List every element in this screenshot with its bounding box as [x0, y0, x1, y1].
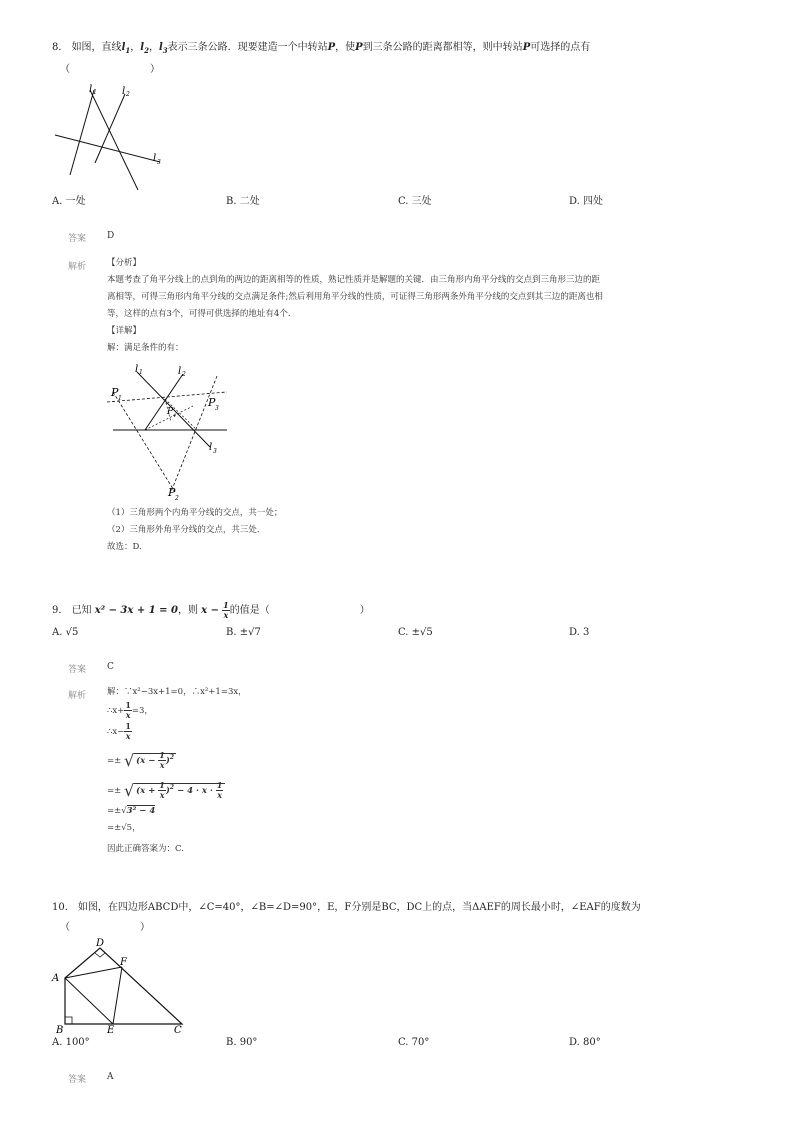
label-p4: P: [167, 407, 174, 417]
line-l1: [137, 372, 210, 447]
q10-answer-label: 答案: [68, 1075, 87, 1085]
label-l3-sub: 3: [213, 448, 217, 455]
label-p2-sub: 2: [175, 495, 179, 502]
q10-option-b[interactable]: B. 90°: [226, 1037, 258, 1048]
q9-analysis-label: 解析: [68, 691, 87, 701]
line-l1b: [90, 90, 138, 190]
label-d: D: [96, 938, 105, 949]
q9-number: 9．: [52, 605, 69, 616]
q8-option-d[interactable]: D. 四处: [569, 196, 604, 207]
q8-solution-figure: [105, 362, 235, 507]
q8-number: 8．: [52, 42, 69, 53]
q8-answer-value: D: [107, 231, 115, 241]
q9-answer-label: 答案: [68, 665, 87, 675]
dashed-p1p2: [113, 392, 175, 492]
q10-number: 10．: [52, 902, 75, 913]
label-p3-sub: 3: [215, 405, 219, 412]
dashed-p3p2: [171, 376, 217, 492]
label-a: A: [52, 973, 60, 984]
q10-stem: 10． 如图，在四边形ABCD中，∠C=40°，∠B=∠D=90°，E，F分别是BC，DC上的点，当ΔAEF的周长最小时，∠EAF的度数为: [52, 902, 641, 913]
segment-af: [65, 967, 122, 978]
label-l3: l: [209, 442, 213, 453]
q10-figure-quadrilateral: [50, 936, 190, 1034]
q8-answer-label: 答案: [68, 234, 87, 244]
line-l2: [145, 374, 183, 430]
q9-option-c[interactable]: C. ±√5: [398, 627, 433, 638]
label-l2: l: [122, 86, 126, 97]
label-p1: P: [111, 386, 119, 399]
q9-fraction: $\frac{1}{x}$: [223, 600, 229, 620]
q8-conditions: （1）三角形两个内角平分线的交点，共一处； （2）三角形外角平分线的交点，共三处． 故选：D.: [107, 508, 283, 552]
label-p1-sub: 1: [118, 395, 122, 402]
label-l1-sub: 1: [93, 89, 97, 96]
label-p3: P: [208, 396, 216, 409]
q8-xiangjie-heading: 【详解】: [107, 326, 142, 336]
label-c: C: [174, 1025, 182, 1034]
q9-option-d[interactable]: D. 3: [569, 627, 590, 638]
q10-option-d[interactable]: D. 80°: [569, 1037, 601, 1048]
q8-fenxi-heading: 【分析】: [107, 258, 142, 268]
q10-option-c[interactable]: C. 70°: [398, 1037, 430, 1048]
label-l1: l: [135, 364, 139, 375]
q9-answer-value: C: [107, 662, 114, 672]
label-l1: l: [89, 84, 93, 95]
right-angle-b: [65, 1017, 72, 1024]
line-l1: [70, 90, 94, 175]
line-l3: [55, 135, 160, 162]
q8-analysis: 【分析】 本题考查了角平分线上的点到角的两边的距离相等的性质，熟记性质并是解题的关键．由三角形内角平分线的交点到三角形三边的距 离相等，可得三角形内角平分线的交点满足条件;然后利用角平分线的性质，可证得三角形两条外角平分线的交点到其三边的距离也相 等，这样的点有3个，可得可供选择的地址有4个. 【详解】 解：满足条件的有：: [107, 255, 603, 357]
q10-option-a[interactable]: A. 100°: [52, 1037, 90, 1048]
q10-answer-value: A: [107, 1072, 114, 1082]
q10-answer-blank: （ ）: [60, 922, 150, 933]
q8-option-a[interactable]: A. 一处: [52, 196, 86, 207]
label-l2-sub: 2: [182, 371, 186, 378]
q9-option-b[interactable]: B. ±√7: [226, 627, 261, 638]
q8-option-b[interactable]: B. 二处: [226, 196, 260, 207]
label-f: F: [120, 957, 127, 968]
q8-option-c[interactable]: C. 三处: [398, 196, 432, 207]
label-p2: P: [168, 486, 176, 499]
q9-stem: 9． 已知 x² − 3x + 1 = 0，则 x − $\frac{1}{x}$ 的值是（ ）: [52, 600, 370, 620]
label-l3-sub: 3: [157, 159, 161, 166]
label-l2: l: [178, 366, 182, 377]
label-l2-sub: 2: [126, 91, 130, 98]
label-l3: l: [153, 153, 157, 164]
label-e: E: [107, 1025, 115, 1034]
right-angle-d: [95, 953, 105, 957]
label-l1-sub: 1: [139, 369, 143, 376]
segment-ef: [113, 967, 122, 1024]
q9-option-a[interactable]: A. √5: [52, 627, 79, 638]
q9-solution: 解：∵x²−3x+1=0，∴x²+1=3x， ∴x+ $\frac{1}{x}$ =3， ∴x− $\frac{1}{x}$ =± √ (x − $\frac{1}{x}$ )$^2$ =± √ (x + $\frac{1}{x}$ )$^2$ − 4 · x · $\frac{1}{x}$ =±√3² − 4 =±√5， 因此正确答案为：C.: [107, 687, 247, 854]
q9-equation: x² − 3x + 1 = 0: [94, 605, 178, 616]
q8-stem: 8． 如图，直线$l_1$，$l_2$，$l_3$表示三条公路．现要建造一个中转站P，使P到三条公路的距离都相等，则中转站P可选择的点有: [52, 42, 591, 55]
q8-analysis-label: 解析: [68, 262, 87, 272]
label-b: B: [56, 1025, 64, 1034]
label-p4-sub: 4: [173, 413, 177, 419]
q8-answer-blank: （ ）: [60, 64, 160, 75]
q8-figure-three-lines: [50, 80, 170, 195]
